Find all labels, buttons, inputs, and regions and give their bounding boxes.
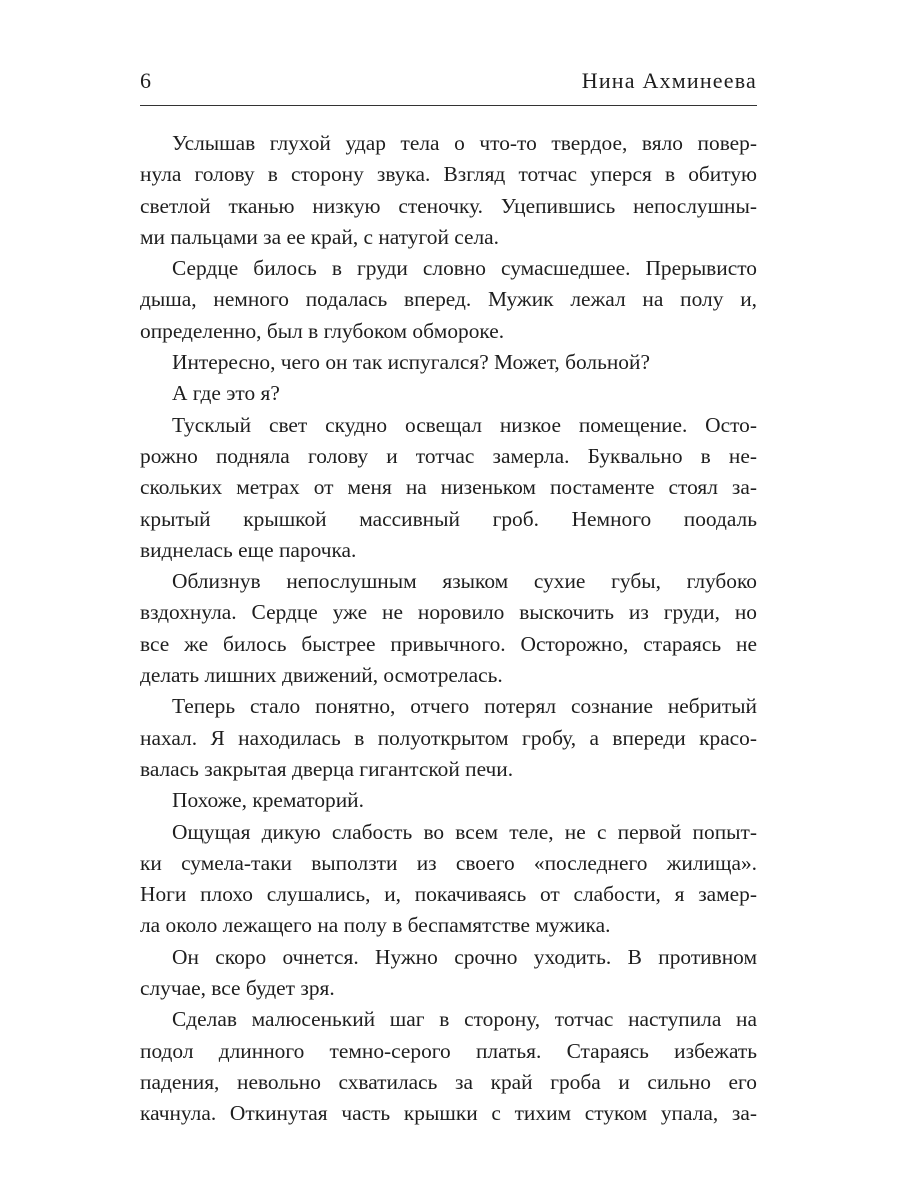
running-head-author: Нина Ахминеева	[581, 68, 757, 93]
text-line: подол длинного темно-серого платья. Стараясь избежать	[140, 1038, 757, 1063]
page-header	[140, 66, 757, 96]
body-text	[140, 128, 757, 1130]
text-line: Ноги плохо слушались, и, покачиваясь от слабости, я замер-	[140, 882, 757, 907]
text-line: скольких метрах от меня на низеньком постаменте стоял за-	[140, 475, 757, 500]
text-line: Тусклый свет скудно освещал низкое помещение. Осто-	[172, 412, 757, 437]
paragraph	[140, 378, 757, 409]
paragraph	[140, 128, 757, 253]
text-line: делать лишних движений, осмотрелась.	[140, 663, 503, 688]
text-line: Сделав малюсенький шаг в сторону, тотчас наступила на	[172, 1007, 757, 1032]
text-line: ки сумела-таки выползти из своего «последнего жилища».	[140, 850, 757, 875]
text-line: валась закрытая дверца гигантской печи.	[140, 756, 514, 781]
paragraph	[140, 1004, 757, 1129]
page-number: 6	[140, 68, 151, 93]
text-line: Он скоро очнется. Нужно срочно уходить. В противном	[172, 944, 757, 969]
text-line: ла около лежащего на полу в беспамятстве мужика.	[140, 913, 611, 938]
text-line: нахал. Я находилась в полуоткрытом гробу, а впереди красо-	[140, 725, 757, 750]
text-line: Облизнув непослушным языком сухие губы, глубоко	[172, 569, 757, 594]
text-line: качнула. Откинутая часть крышки с тихим стуком упала, за-	[140, 1101, 757, 1126]
paragraph	[140, 410, 757, 566]
paragraph	[140, 785, 757, 816]
text-line: падения, невольно схватилась за край гроба и сильно его	[140, 1069, 757, 1094]
text-line: определенно, был в глубоком обмороке.	[140, 318, 505, 343]
text-line: ми пальцами за ее край, с натугой села.	[140, 224, 500, 249]
paragraph	[140, 691, 757, 785]
text-line: Теперь стало понятно, отчего потерял сознание небритый	[172, 694, 757, 719]
paragraph	[140, 817, 757, 942]
text-line: Ощущая дикую слабость во всем теле, не с первой попыт-	[172, 819, 757, 844]
text-line: Интересно, чего он так испугался? Может, больной?	[172, 350, 650, 375]
text-line: все же билось быстрее привычного. Осторожно, стараясь не	[140, 631, 757, 656]
text-line: крытый крышкой массивный гроб. Немного поодаль	[140, 506, 757, 531]
text-line: дыша, немного подалась вперед. Мужик лежал на полу и,	[140, 287, 757, 312]
text-line: виднелась еще парочка.	[140, 537, 357, 562]
text-line: вздохнула. Сердце уже не норовило выскочить из груди, но	[140, 600, 757, 625]
text-line: рожно подняла голову и тотчас замерла. Буквально в не-	[140, 443, 757, 468]
text-line: Услышав глухой удар тела о что-то твердое, вяло повер-	[172, 131, 757, 155]
paragraph	[140, 347, 757, 378]
text-line: Похоже, крематорий.	[172, 788, 364, 813]
paragraph	[140, 566, 757, 691]
text-line: А где это я?	[172, 381, 280, 406]
text-line: Сердце билось в груди словно сумасшедшее. Прерывисто	[172, 256, 757, 281]
header-rule	[140, 105, 757, 106]
paragraph	[140, 942, 757, 1005]
text-line: светлой тканью низкую стеночку. Уцепившись непослушны-	[140, 193, 757, 218]
text-line: случае, все будет зря.	[140, 976, 335, 1001]
paragraph	[140, 253, 757, 347]
text-line: нула голову в сторону звука. Взгляд тотчас уперся в обитую	[140, 162, 757, 187]
